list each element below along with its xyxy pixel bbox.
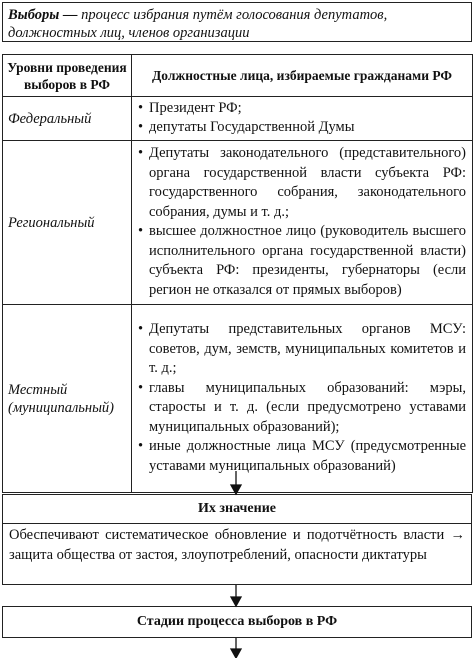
stages-title: Стадии процесса выборов в РФ [136, 614, 338, 629]
list-item: • главы муниципальных образований: мэры, старосты и т. д. (если предусмотрено уставами муниципальных образований); [138, 379, 466, 438]
meaning-text: Обеспечивают систематическое обновление и подотчётность власти → защита общества от застоя, злоупотреблений, опасности диктатуры [9, 527, 465, 563]
level-local: Местный (муниципальный) [3, 305, 132, 493]
definition-text: процесс избрания путём голосования депутатов, должностных лиц, членов организации [8, 7, 388, 41]
arrow-down-icon [231, 485, 241, 494]
list-item: • депутаты Государственной Думы [138, 118, 466, 138]
list-item: • иные должностные лица МСУ (предусмотренные уставами муниципальных образований) [138, 437, 466, 476]
level-federal: Федеральный [3, 97, 132, 141]
arrow-down-icon [231, 649, 241, 658]
definition-term: Выборы — [8, 7, 78, 23]
arrow-down-icon [231, 597, 241, 606]
list-item: • Депутаты законодательного (представительного) органа государственной власти субъекта РФ: государственного собрания, законодательного собрания, думы и т. д.; [138, 144, 466, 222]
list-item: • высшее должностное лицо (руководитель высшего исполнительного органа государственной власти) субъекта РФ: президенты, губернаторы (если регион не отказался от прямых выборов) [138, 222, 466, 300]
list-item: • Депутаты представительных органов МСУ: советов, дум, земств, муниципальных комитетов и т. д.; [138, 320, 466, 379]
header-level: Уровни проведения выборов в РФ [3, 55, 132, 97]
meaning-title: Их значение [198, 501, 276, 516]
list-item: • Президент РФ; [138, 99, 466, 119]
header-officials: Должностные лица, избираемые гражданами РФ [132, 55, 473, 97]
level-regional: Региональный [3, 141, 132, 305]
